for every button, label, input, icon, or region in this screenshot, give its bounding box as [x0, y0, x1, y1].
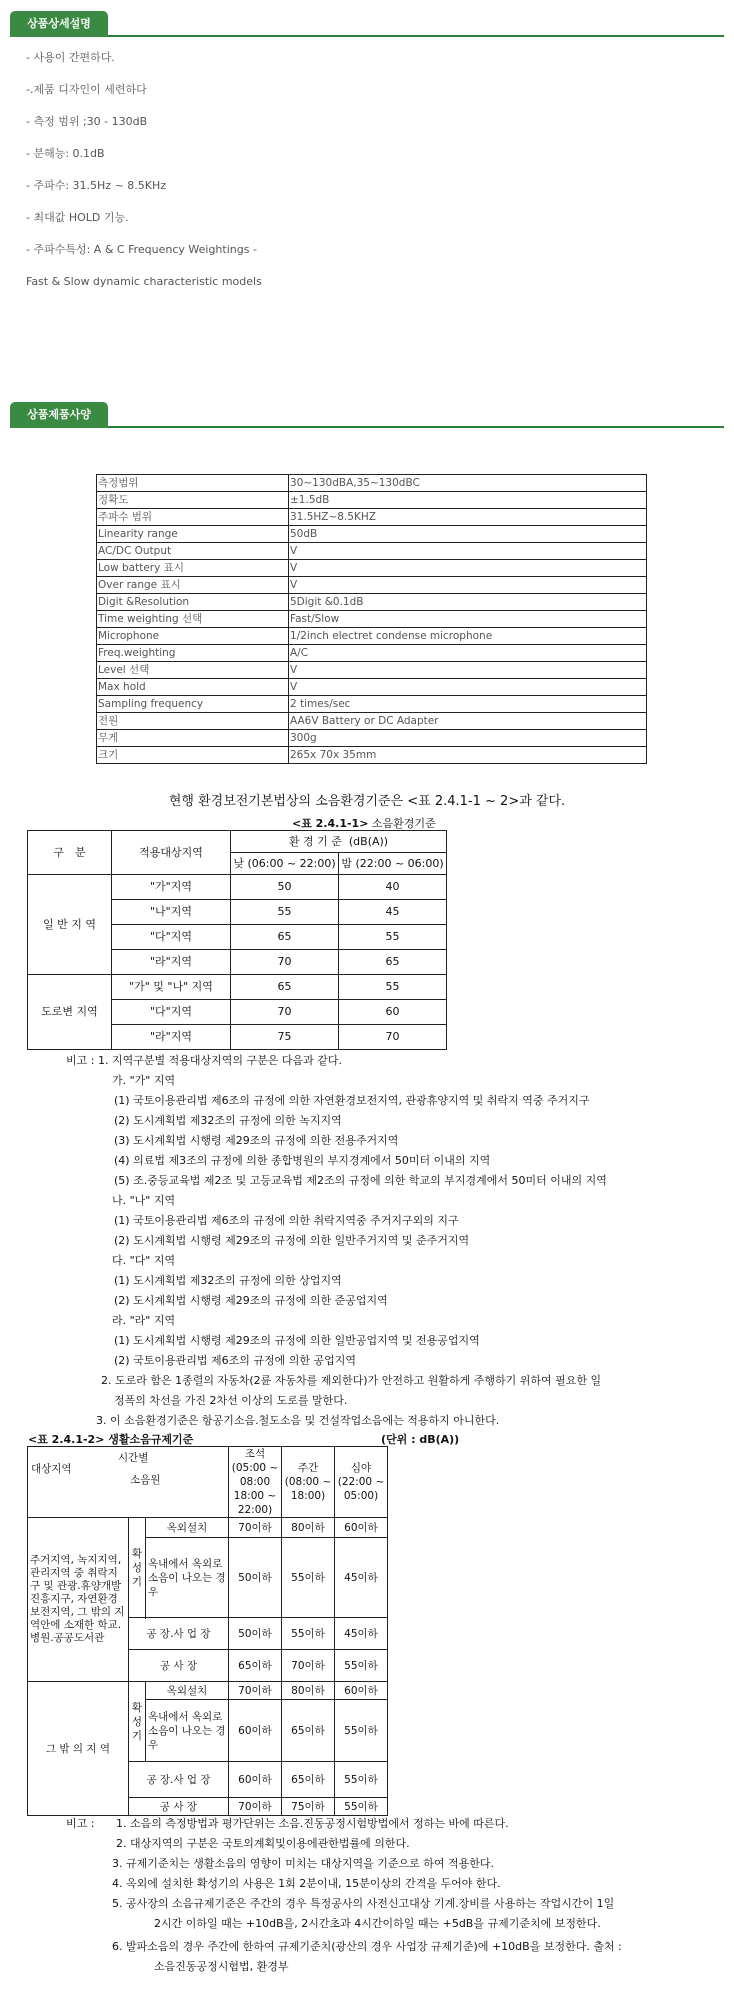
t2-speaker: 확성기	[129, 1682, 146, 1762]
t2-header-area: 대상지역	[31, 1463, 72, 1475]
description-line: - 주파수특성: A & C Frequency Weightings -	[26, 243, 257, 256]
spec-key: Microphone	[97, 628, 289, 645]
t2-header-corner	[28, 1447, 229, 1518]
t2-value: 65이하	[282, 1762, 335, 1798]
note-line: 라. "라" 지역	[112, 1314, 176, 1327]
t2-value: 50이하	[229, 1538, 282, 1618]
note-line: 4. 옥외에 설치한 확성기의 사용은 1회 2분이내, 15분이상의 간격을 두어야 한다.	[112, 1877, 501, 1890]
section-header-spec	[10, 402, 724, 428]
spec-row	[97, 713, 647, 730]
spec-row	[97, 696, 647, 713]
note-line: (4) 의료법 제3조의 규정에 의한 종합병원의 부지경계에서 50미터 이내의 지역	[114, 1154, 491, 1167]
spec-row	[97, 543, 647, 560]
spec-row	[97, 628, 647, 645]
t1-area: "다"지역	[112, 925, 231, 950]
note-line: (1) 국토이용관리법 제6조의 규정에 의한 자연환경보전지역, 관광휴양지역 및 취락지 역중 주거지구	[114, 1094, 590, 1107]
t1-day-value: 55	[231, 900, 339, 925]
t2-value: 45이하	[335, 1538, 388, 1618]
note-line: (1) 도시계획법 시행령 제29조의 규정에 의한 일반공업지역 및 전용공업지역	[114, 1334, 480, 1347]
t2-source-outdoor: 옥외설치	[146, 1682, 229, 1700]
t2-value: 55이하	[335, 1762, 388, 1798]
standard-intro: 현행 환경보전기본법상의 소음환경기준은 <표 2.4.1-1 ~ 2>과 같다.	[168, 794, 566, 809]
t1-day-value: 65	[231, 925, 339, 950]
spec-row	[97, 560, 647, 577]
t1-day-value: 50	[231, 875, 339, 900]
t1-header-standard	[231, 831, 447, 853]
t2-value: 70이하	[229, 1682, 282, 1700]
spec-value: 300g	[289, 730, 647, 747]
t2-value: 50이하	[229, 1618, 282, 1650]
spec-row	[97, 594, 647, 611]
note-line: 소음진동공정시험법, 환경부	[154, 1960, 289, 1973]
spec-value: 31.5HZ~8.5KHZ	[289, 509, 647, 526]
living-noise-table	[27, 1446, 388, 1816]
note-line: 비고 :	[66, 1817, 95, 1830]
t1-night-value: 70	[339, 1025, 447, 1050]
noise-standard-table	[27, 830, 447, 1050]
spec-key: 측정범위	[97, 475, 289, 492]
t2-header-day: 주간 (08:00 ~ 18:00)	[282, 1447, 335, 1518]
spec-value: 50dB	[289, 526, 647, 543]
t1-area: "다"지역	[112, 1000, 231, 1025]
spec-value: V	[289, 560, 647, 577]
t2-group-residential: 주거지역, 녹지지역, 관리지역 중 취락지구 및 관광.휴양개발진흥지구, 자연환경보전지역, 그 밖의 지역안에 소재한 학교.병원.공공도서관	[28, 1518, 129, 1682]
description-line: Fast & Slow dynamic characteristic models	[26, 275, 262, 288]
note-line: (2) 도시계획법 시행령 제29조의 규정에 의한 일반주거지역 및 준주거지역	[114, 1234, 470, 1247]
t1-night-value: 40	[339, 875, 447, 900]
t2-value: 45이하	[335, 1618, 388, 1650]
t1-header-area: 적용대상지역	[112, 831, 231, 875]
t1-area: "가" 및 "나" 지역	[112, 975, 231, 1000]
table2-unit: (단위 : dB(A))	[381, 1433, 460, 1446]
note-line: 나. "나" 지역	[112, 1194, 176, 1207]
description-line: - 측정 범위 ;30 - 130dB	[26, 115, 148, 128]
table2-caption: <표 2.4.1-2> 생활소음규제기준	[28, 1433, 194, 1446]
spec-value: 265x 70x 35mm	[289, 747, 647, 764]
spec-key: Level 선택	[97, 662, 289, 679]
spec-row	[97, 492, 647, 509]
t2-value: 80이하	[282, 1518, 335, 1538]
note-line: 3. 규제기준치는 생활소음의 영향이 미치는 대상지역을 기준으로 하여 적용한다.	[112, 1857, 494, 1870]
t2-source-factory: 공 장.사 업 장	[129, 1762, 229, 1798]
t2-value: 70이하	[282, 1650, 335, 1682]
note-line: (2) 도시계획법 제32조의 규정에 의한 녹지지역	[114, 1114, 342, 1127]
t2-value: 75이하	[282, 1798, 335, 1816]
description-line: - 사용이 간편하다.	[26, 51, 115, 64]
spec-row	[97, 577, 647, 594]
t1-area: "가"지역	[112, 875, 231, 900]
section-tab-spec: 상품제품사양	[10, 402, 108, 428]
t1-header-standard-label: 환 경 기 준	[288, 834, 342, 848]
note-line: (5) 조.중등교육법 제2조 및 고등교육법 제2조의 규정에 의한 학교의 부지경계에서 50미터 이내의 지역	[114, 1174, 607, 1187]
spec-value: V	[289, 679, 647, 696]
t2-value: 65이하	[282, 1700, 335, 1762]
spec-row	[97, 662, 647, 679]
note-line: 2. 대상지역의 구분은 국토의계획및이용에관한법률에 의한다.	[116, 1837, 410, 1850]
t1-header-unit: (dB(A))	[348, 834, 389, 848]
t1-night-value: 55	[339, 975, 447, 1000]
spec-row	[97, 526, 647, 543]
note-line: (1) 도시계획법 제32조의 규정에 의한 상업지역	[114, 1274, 342, 1287]
t2-value: 70이하	[229, 1518, 282, 1538]
note-line: 다. "다" 지역	[112, 1254, 176, 1267]
t1-day-value: 70	[231, 1000, 339, 1025]
spec-row	[97, 645, 647, 662]
spec-value: V	[289, 543, 647, 560]
spec-value: 1/2inch electret condense microphone	[289, 628, 647, 645]
t1-header-division: 구 분	[28, 831, 112, 875]
table1-caption	[292, 815, 436, 831]
spec-key: Low battery 표시	[97, 560, 289, 577]
description-line: - 주파수: 31.5Hz ~ 8.5KHz	[26, 179, 167, 192]
t1-area: "나"지역	[112, 900, 231, 925]
t2-source-indoor: 옥내에서 옥외로 소음이 나오는 경우	[146, 1700, 229, 1762]
t2-value: 70이하	[229, 1798, 282, 1816]
t1-header-day: 낮 (06:00 ~ 22:00)	[231, 853, 339, 875]
t2-speaker: 확성기	[129, 1518, 146, 1618]
spec-value: V	[289, 662, 647, 679]
t1-night-value: 55	[339, 925, 447, 950]
spec-row	[97, 475, 647, 492]
t2-value: 60이하	[229, 1762, 282, 1798]
note-line: 가. "가" 지역	[112, 1074, 176, 1087]
spec-key: 크기	[97, 747, 289, 764]
t2-source-construction: 공 사 장	[129, 1798, 229, 1816]
t2-source-construction: 공 사 장	[129, 1650, 229, 1682]
note-line: (2) 도시계획법 시행령 제29조의 규정에 의한 준공업지역	[114, 1294, 388, 1307]
note-line: 2시간 이하일 때는 +10dB을, 2시간초과 4시간이하일 때는 +5dB을 규제기준치에 보정한다.	[154, 1917, 601, 1930]
spec-key: Linearity range	[97, 526, 289, 543]
t2-value: 55이하	[335, 1650, 388, 1682]
t2-group-other: 그 밖 의 지 역	[28, 1682, 129, 1816]
description-line: -.제품 디자인이 세련하다	[26, 83, 147, 96]
spec-key: Digit &Resolution	[97, 594, 289, 611]
spec-value: 5Digit &0.1dB	[289, 594, 647, 611]
t2-value: 55이하	[335, 1798, 388, 1816]
description-line: - 최대값 HOLD 기능.	[26, 211, 129, 224]
spec-key: Max hold	[97, 679, 289, 696]
note-line: (3) 도시계획법 시행령 제29조의 규정에 의한 전용주거지역	[114, 1134, 399, 1147]
t2-value: 55이하	[335, 1700, 388, 1762]
t1-area: "라"지역	[112, 950, 231, 975]
note-line: (2) 국토이용관리법 제6조의 규정에 의한 공업지역	[114, 1354, 356, 1367]
spec-key: Sampling frequency	[97, 696, 289, 713]
note-line: 6. 발파소음의 경우 주간에 한하여 규제기준치(광산의 경우 사업장 규제기준)에 +10dB을 보정한다. 출처 :	[112, 1940, 622, 1953]
spec-key: AC/DC Output	[97, 543, 289, 560]
t1-area: "라"지역	[112, 1025, 231, 1050]
spec-key: 전원	[97, 713, 289, 730]
t2-header-night: 심야 (22:00 ~ 05:00)	[335, 1447, 388, 1518]
t2-value: 55이하	[282, 1618, 335, 1650]
t2-header-morning: 조석 (05:00 ~ 08:00 18:00 ~ 22:00)	[229, 1447, 282, 1518]
spec-key: Over range 표시	[97, 577, 289, 594]
t2-value: 60이하	[335, 1518, 388, 1538]
t2-source-outdoor: 옥외설치	[146, 1518, 229, 1538]
note-line: 정폭의 차선을 가진 2차선 이상의 도로를 말한다.	[114, 1394, 348, 1407]
t1-night-value: 65	[339, 950, 447, 975]
t2-value: 60이하	[335, 1682, 388, 1700]
t1-night-value: 60	[339, 1000, 447, 1025]
spec-value: 2 times/sec	[289, 696, 647, 713]
note-line: 3. 이 소음환경기준은 항공기소음.철도소음 및 건설작업소음에는 적용하지 아니한다.	[96, 1414, 500, 1427]
t1-day-value: 70	[231, 950, 339, 975]
spec-key: 정확도	[97, 492, 289, 509]
t2-header-time: 시간별	[118, 1452, 149, 1464]
spec-row	[97, 730, 647, 747]
description-line: - 분해능: 0.1dB	[26, 147, 105, 160]
t2-value: 80이하	[282, 1682, 335, 1700]
t1-day-value: 65	[231, 975, 339, 1000]
t1-group-general: 일 반 지 역	[28, 875, 112, 975]
spec-value: V	[289, 577, 647, 594]
note-line: 비고 : 1. 지역구분별 적용대상지역의 구분은 다음과 같다.	[66, 1054, 342, 1067]
spec-table	[96, 474, 647, 764]
section-tab-detail: 상품상세설명	[10, 11, 108, 37]
note-line: (1) 국토이용관리법 제6조의 규정에 의한 취락지역중 주거지구외의 지구	[114, 1214, 459, 1227]
spec-row	[97, 679, 647, 696]
t2-value: 55이하	[282, 1538, 335, 1618]
note-line: 1. 소음의 측정방법과 평가단위는 소음.진동공정시험방법에서 정하는 바에 따른다.	[116, 1817, 509, 1830]
table1-caption-number: <표 2.4.1-1>	[292, 817, 369, 830]
description-list	[26, 50, 262, 306]
t1-group-roadside: 도로변 지역	[28, 975, 112, 1050]
spec-key: Freq.weighting	[97, 645, 289, 662]
t2-value: 60이하	[229, 1700, 282, 1762]
spec-value: AA6V Battery or DC Adapter	[289, 713, 647, 730]
spec-key: 주파수 범위	[97, 509, 289, 526]
section-header-detail	[10, 11, 724, 37]
spec-row	[97, 611, 647, 628]
t2-value: 65이하	[229, 1650, 282, 1682]
t2-header-source: 소음원	[130, 1474, 161, 1486]
spec-value: 30~130dBA,35~130dBC	[289, 475, 647, 492]
spec-row	[97, 509, 647, 526]
t2-source-factory: 공 장.사 업 장	[129, 1618, 229, 1650]
spec-key: 무게	[97, 730, 289, 747]
spec-value: ±1.5dB	[289, 492, 647, 509]
spec-key: Time weighting 선택	[97, 611, 289, 628]
t1-night-value: 45	[339, 900, 447, 925]
spec-value: Fast/Slow	[289, 611, 647, 628]
t1-day-value: 75	[231, 1025, 339, 1050]
spec-value: A/C	[289, 645, 647, 662]
note-line: 5. 공사장의 소음규제기준은 주간의 경우 특정공사의 사전신고대상 기계.장비를 사용하는 작업시간이 1일	[112, 1897, 615, 1910]
spec-row	[97, 747, 647, 764]
t1-header-night: 밤 (22:00 ~ 06:00)	[339, 853, 447, 875]
note-line: 2. 도로라 함은 1종렬의 자동차(2륜 자동차를 제외한다)가 안전하고 원활하게 주행하기 위하여 필요한 일	[101, 1374, 602, 1387]
table1-caption-title: 소음환경기준	[368, 817, 436, 830]
t2-source-indoor: 옥내에서 옥외로 소음이 나오는 경우	[146, 1538, 229, 1618]
